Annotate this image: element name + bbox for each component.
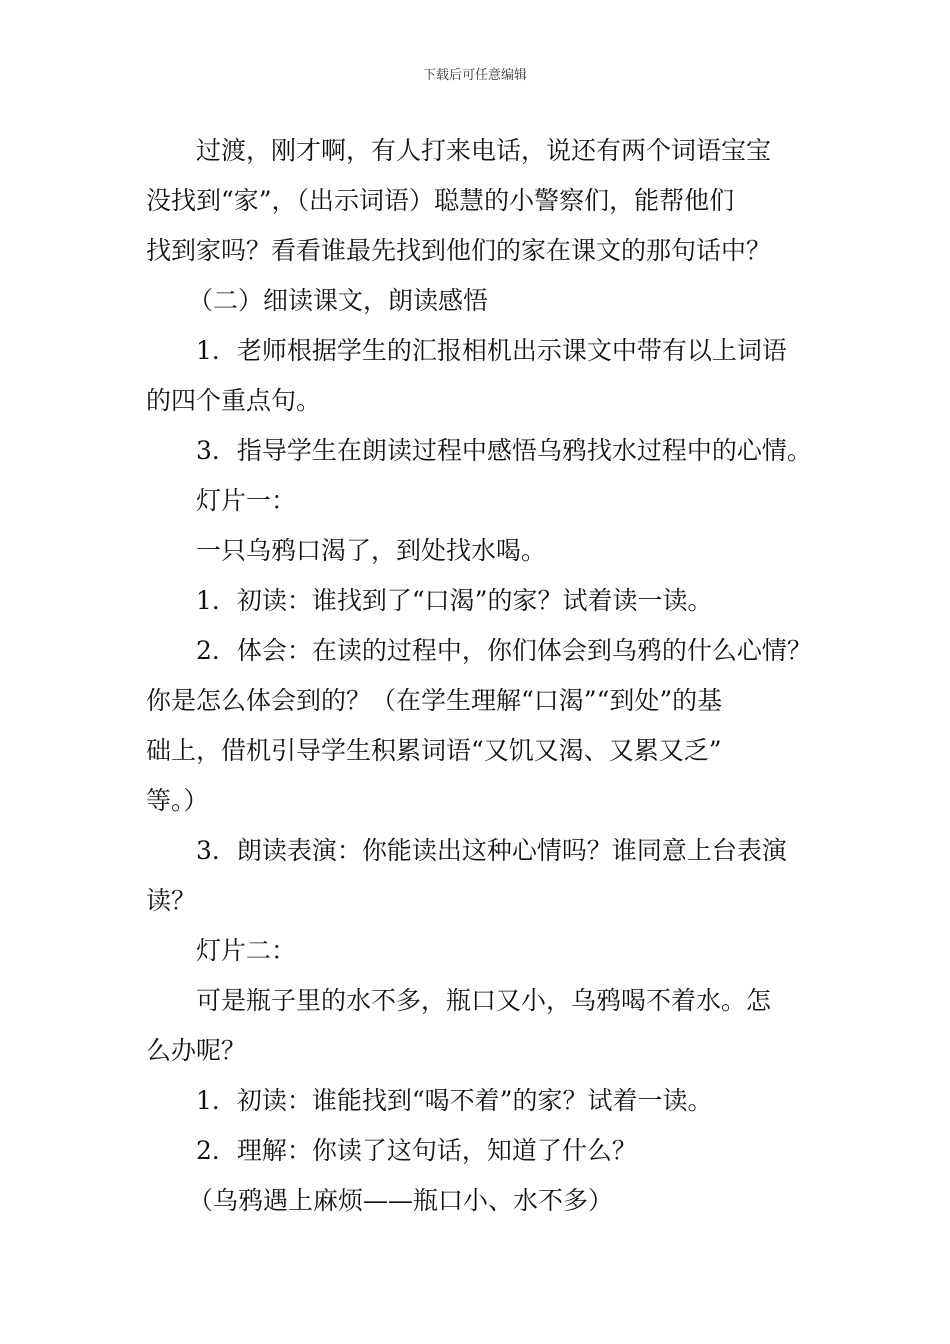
slide-label: 灯片一：: [196, 486, 297, 515]
paragraph-line: 一只乌鸦口渴了，到处找水喝。: [196, 536, 547, 565]
paragraph-line: 你是怎么体会到的？（在学生理解“口渴”“到处”的基: [146, 686, 723, 715]
paragraph-line: 1．老师根据学生的汇报相机出示课文中带有以上词语: [196, 336, 787, 365]
page-header-note: 下载后可任意编辑: [422, 68, 527, 83]
paragraph-line: 1．初读：谁能找到“喝不着”的家？试着一读。: [196, 1086, 713, 1115]
slide-label: 灯片二：: [196, 936, 297, 965]
paragraph-line: 没找到“家”，（出示词语）聪慧的小警察们，能帮他们: [146, 186, 735, 215]
paragraph-line: 可是瓶子里的水不多，瓶口又小，乌鸦喝不着水。怎: [196, 986, 772, 1015]
paragraph-line: 过渡，刚才啊，有人打来电话，说还有两个词语宝宝: [196, 136, 772, 165]
paragraph-line: 读？: [146, 886, 197, 915]
paragraph-line: 等。）: [146, 786, 209, 815]
paragraph-line: 3．朗读表演：你能读出这种心情吗？谁同意上台表演: [196, 836, 787, 865]
paragraph-line: 2．体会：在读的过程中，你们体会到乌鸦的什么心情？: [196, 636, 812, 665]
paragraph-line: 么办呢？: [146, 1036, 247, 1065]
section-heading: （二）细读课文，朗读感悟: [188, 286, 489, 315]
paragraph-line: 础上，借机引导学生积累词语“又饥又渴、又累又乏”: [146, 736, 722, 765]
paragraph-line: 找到家吗？看看谁最先找到他们的家在课文的那句话中？: [146, 236, 772, 265]
paragraph-line: 的四个重点句。: [146, 386, 322, 415]
paragraph-line: 1．初读：谁找到了“口渴”的家？试着读一读。: [196, 586, 713, 615]
paragraph-line: （乌鸦遇上麻烦——瓶口小、水不多）: [188, 1186, 614, 1215]
paragraph-line: 3．指导学生在朗读过程中感悟乌鸦找水过程中的心情。: [196, 436, 812, 465]
paragraph-line: 2．理解：你读了这句话，知道了什么？: [196, 1136, 637, 1165]
